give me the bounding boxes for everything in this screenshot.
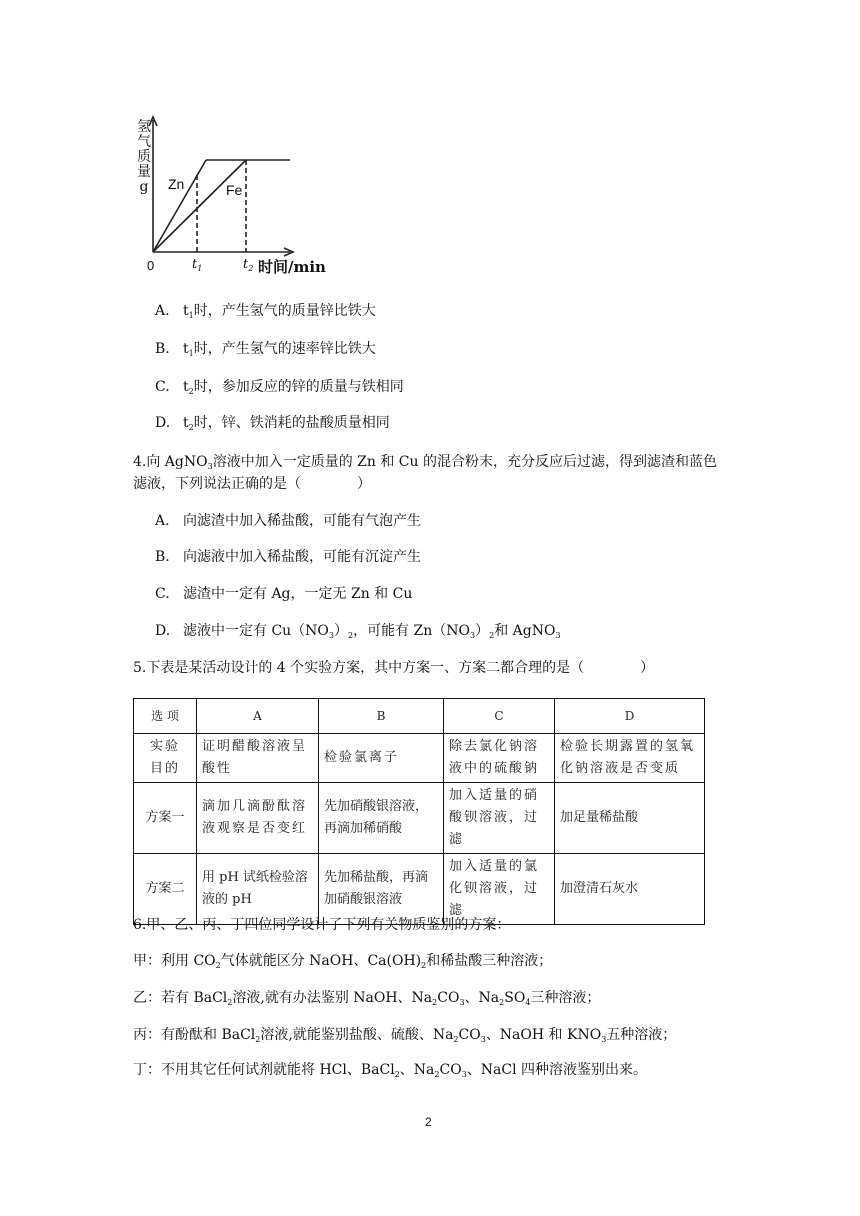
table-header-cell: D bbox=[555, 699, 705, 734]
experiment-table bbox=[133, 698, 705, 925]
table-cell: 检验长期露置的氢氧化钠溶液是否变质 bbox=[555, 734, 705, 783]
q3-option-c: C. $t_2$时，参加反应的锌的质量与铁相同 bbox=[155, 379, 404, 396]
table-cell: 用 pH 试纸检验溶液的 pH bbox=[197, 854, 319, 925]
q6-stem: 6.甲、乙、丙、丁四位同学设计了下列有关物质鉴别的方案： bbox=[133, 917, 511, 933]
table-row bbox=[134, 783, 705, 854]
y-label-char: 质 bbox=[137, 149, 151, 165]
table-cell: 检验氯离子 bbox=[319, 734, 444, 783]
q3-option-d: D. $t_2$时，锌、铁消耗的盐酸质量相同 bbox=[155, 415, 390, 432]
table-cell: 证明醋酸溶液呈酸性 bbox=[197, 734, 319, 783]
table-header-row bbox=[134, 699, 705, 734]
x-axis-arrow bbox=[284, 248, 293, 256]
q3-option-b: B. $t_1$时，产生氢气的速率锌比铁大 bbox=[155, 341, 376, 358]
t2-label bbox=[243, 257, 253, 272]
table-header-cell: A bbox=[197, 699, 319, 734]
option-letter: A. bbox=[155, 513, 170, 529]
table-cell: 加澄清石灰水 bbox=[555, 854, 705, 925]
y-label-char: 气 bbox=[137, 134, 151, 150]
q6-yi: 乙：若有 BaCl$_2$溶液,就有办法鉴别 NaOH、$Na_2CO_3$、$Na_2SO_4$三种溶液； bbox=[133, 990, 601, 1007]
q6-bing: 丙：有酚酞和 BaCl$_2$溶液,就能鉴别盐酸、硫酸、$Na_2CO_3$、NaOH 和 $KNO_3$五种溶液； bbox=[133, 1027, 677, 1044]
q6-jia: 甲：利用 $CO_2$气体就能区分 NaOH、$Ca(OH)_2$和稀盐酸三种溶液； bbox=[133, 953, 553, 970]
option-letter: B. bbox=[155, 341, 170, 357]
q5-stem: 5.下表是某活动设计的 4 个实验方案，其中方案一、方案二都合理的是（ ） bbox=[133, 660, 655, 676]
option-letter: C. bbox=[155, 586, 170, 602]
x-axis-label: 时间/min bbox=[258, 258, 326, 276]
row-header: 实验 目的 bbox=[134, 734, 197, 783]
t2-letter: t bbox=[243, 257, 249, 272]
option-letter: A. bbox=[155, 303, 170, 319]
option-letter: B. bbox=[155, 549, 170, 565]
q3-option-a: A. $t_1$时，产生氢气的质量锌比铁大 bbox=[155, 303, 376, 320]
fe-line bbox=[153, 160, 246, 252]
q4-option-b: B. 向滤液中加入稀盐酸，可能有沉淀产生 bbox=[155, 549, 421, 565]
t1-sub: 1 bbox=[197, 264, 203, 273]
option-letter: D. bbox=[155, 623, 171, 639]
t1-letter: t bbox=[192, 257, 198, 272]
option-letter: C. bbox=[155, 379, 170, 395]
row-header: 方案二 bbox=[134, 854, 197, 925]
q4-option-c: C. 滤渣中一定有 Ag，一定无 Zn 和 Cu bbox=[155, 586, 413, 602]
table-header-cell: 选 项 bbox=[134, 699, 197, 734]
y-label-char: 量 bbox=[137, 164, 151, 180]
q4-stem-line-1: 4.向 AgNO$_3$溶液中加入一定质量的 Zn 和 Cu 的混合粉末，充分反应后过滤，得到滤渣和蓝色 bbox=[133, 454, 717, 471]
row-header: 方案一 bbox=[134, 783, 197, 854]
q6-ding: 丁：不用其它任何试剂就能将 HCl、BaCl$_2$、$Na_2CO_3$、NaCl 四种溶液鉴别出来。 bbox=[133, 1062, 648, 1079]
t2-sub: 2 bbox=[248, 264, 254, 273]
y-label-char: g bbox=[139, 179, 149, 195]
zn-line bbox=[153, 160, 206, 252]
q4-option-a: A. 向滤渣中加入稀盐酸，可能有气泡产生 bbox=[155, 513, 421, 529]
table-row bbox=[134, 734, 705, 783]
table-cell: 加入适量的硝酸钡溶液，过滤 bbox=[444, 783, 555, 854]
table-cell: 先加硝酸银溶液，再滴加稀硝酸 bbox=[319, 783, 444, 854]
t1-label bbox=[192, 257, 202, 272]
table-cell: 加足量稀盐酸 bbox=[555, 783, 705, 854]
y-axis-label bbox=[136, 120, 152, 195]
zn-label: Zn bbox=[168, 176, 185, 192]
origin-label: 0 bbox=[147, 258, 155, 273]
y-label-char: 氢 bbox=[137, 119, 151, 135]
table-cell: 加入适量的氯化钡溶液，过滤 bbox=[444, 854, 555, 925]
table-cell: 滴加几滴酚酞溶液观察是否变红 bbox=[197, 783, 319, 854]
table-header-cell: B bbox=[319, 699, 444, 734]
table-cell: 除去氯化钠溶液中的硫酸钠 bbox=[444, 734, 555, 783]
option-letter: D. bbox=[155, 415, 171, 431]
q4-stem-line-2: 滤液，下列说法正确的是（ ） bbox=[133, 476, 371, 492]
q4-option-d: D. 滤液中一定有 $Cu(NO_3)_2$，可能有 $Zn(NO_3)_2$和 AgNO$_3$ bbox=[155, 623, 561, 640]
table-header-cell: C bbox=[444, 699, 555, 734]
page-number: 2 bbox=[425, 1115, 432, 1129]
fe-label: Fe bbox=[226, 182, 243, 198]
table-cell: 先加稀盐酸，再滴加硝酸银溶液 bbox=[319, 854, 444, 925]
